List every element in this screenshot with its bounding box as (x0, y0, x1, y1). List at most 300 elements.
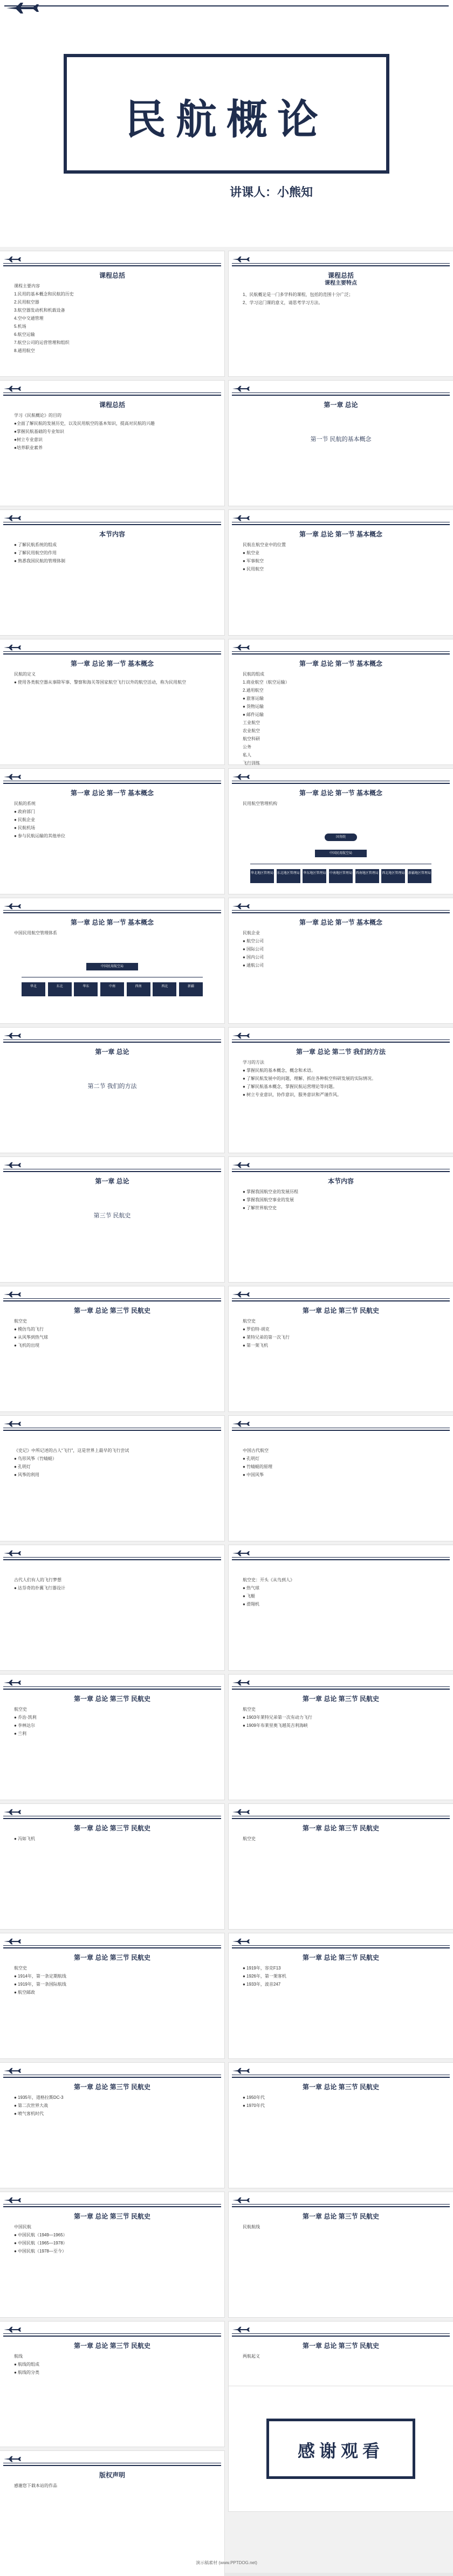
body-line: 学习的方法 (243, 1060, 264, 1065)
airplane-icon (232, 2326, 250, 2333)
thanks-slide (229, 2386, 453, 2511)
header-rule (3, 1557, 221, 1558)
slide-header: 第一章 总论 第三节 民航史 (73, 1307, 150, 1314)
body-line: ● 民用航空 (243, 567, 264, 571)
body-line: ● 滑翔机 (243, 1602, 260, 1607)
cover-lecturer: 讲课人：小熊知 (229, 186, 313, 199)
slide-header: 第一章 总论 第三节 民航史 (302, 1954, 379, 1961)
slide-body (243, 541, 442, 574)
org-leaf: 东北地区管理局 (277, 869, 300, 883)
slide-6 (229, 510, 453, 635)
header-rule (232, 910, 450, 911)
slide-header: 第一章 总论 第三节 民航史 (302, 1824, 379, 1832)
header-rule (232, 2333, 450, 2334)
body-line: ● 模仿鸟的飞行 (14, 1327, 44, 1332)
header-rule-thick (3, 2077, 221, 2078)
airplane-icon (3, 2196, 22, 2204)
body-line: ● 热气球 (243, 1586, 260, 1590)
slide-body (14, 412, 214, 452)
header-rule (232, 1298, 450, 1299)
header-rule-thick (3, 912, 221, 913)
airplane-icon (3, 1679, 22, 1686)
body-line: ● 达芬奇的扑翼飞行器设计 (14, 1586, 66, 1590)
header-rule-thick (3, 2206, 221, 2207)
body-line: ● 航线的组成 (14, 2362, 40, 2367)
slide-header: 第一章 总论 第三节 民航史 (73, 1954, 150, 1961)
header-rule (3, 263, 221, 264)
header-rule (232, 392, 450, 393)
header-rule-thick (3, 1689, 221, 1690)
body-line: ● 罗伯特·胡克 (243, 1327, 270, 1332)
body-line: 中国古代航空 (243, 1448, 269, 1453)
slide-header: 第一章 总论 第一节 基本概念 (70, 919, 154, 926)
slide-header: 第一章 总论 第三节 民航史 (302, 1307, 379, 1314)
slide-body (14, 1706, 214, 1738)
airplane-icon (232, 1291, 250, 1298)
slide-header: 第一章 总论 (95, 1177, 129, 1185)
airplane-icon (3, 2455, 22, 2463)
slide-10 (229, 769, 453, 894)
slide-5 (0, 510, 224, 635)
body-line: 航空史 (14, 1319, 27, 1324)
slide-body (243, 1965, 442, 1989)
org-leaf: 新疆地区管理局 (408, 869, 431, 883)
body-line: 6.航空运输 (14, 332, 35, 337)
slide-26 (229, 1804, 453, 1929)
body-line: 5.机场 (14, 324, 26, 329)
slide-22 (229, 1545, 453, 1670)
header-rule (232, 1039, 450, 1040)
slide-header: 第一章 总论 (324, 401, 358, 409)
slide-7 (0, 639, 224, 764)
body-line: ● 冯如飞机 (14, 1836, 36, 1841)
header-rule-thick (3, 1818, 221, 1819)
airplane-icon (232, 903, 250, 910)
body-line: ● 货物运输 (243, 704, 264, 709)
body-line: ● 熟悉我国民航的管理体制 (14, 559, 66, 563)
body-line: ● 民航企业 (14, 817, 36, 822)
org-leaf: 东北 (48, 982, 72, 996)
body-line: ● 1919年，容克F13 (243, 1966, 281, 1971)
slide-header: 第一章 总论 第一节 基本概念 (299, 531, 382, 538)
slide-29 (0, 2063, 224, 2188)
slide-body (14, 800, 214, 841)
body-line: 民航在航空业中的位置 (243, 542, 286, 547)
slide-21 (0, 1545, 224, 1670)
body-line: 2.通用航空 (243, 688, 264, 693)
body-line: ● 航空业 (243, 550, 260, 555)
header-rule-thick (232, 265, 450, 266)
slide-body (243, 929, 442, 970)
airplane-icon (3, 773, 22, 781)
body-line: 3.航空器发动机和机载设备 (14, 308, 65, 313)
header-rule-thick (3, 1042, 221, 1043)
body-line: ● 孔明灯 (14, 1464, 31, 1469)
body-line: 中国民用航空管理体系 (14, 931, 57, 935)
slide-body (14, 2482, 214, 2490)
slide-header: 第一章 总论 第一节 基本概念 (299, 660, 382, 667)
body-line: ● 1914年，第一条定期航线 (14, 1974, 66, 1979)
slide-header: 第一章 总论 第三节 民航史 (73, 2083, 150, 2091)
body-line: 两航起义 (243, 2354, 260, 2359)
slide-header: 第一章 总论 第三节 民航史 (302, 2342, 379, 2350)
airplane-icon (232, 385, 250, 392)
slide-header: 第一章 总论 第三节 民航史 (73, 1695, 150, 1703)
header-rule-thick (232, 524, 450, 525)
slide-8 (229, 639, 453, 764)
body-line: ● 飞艇 (243, 1594, 256, 1599)
body-line: ● 政府部门 (14, 809, 36, 814)
body-line: ● 航空公司 (243, 939, 264, 943)
body-line: ● 参与民航运输的其他单位 (14, 834, 66, 838)
body-line: 飞行训练 (243, 761, 260, 766)
slide-header: 第一章 总论 第三节 民航史 (302, 2083, 379, 2091)
body-line: ● 飞机的出现 (14, 1343, 40, 1348)
body-line: ● 国内公司 (243, 955, 264, 960)
slide-19 (0, 1416, 224, 1541)
header-rule (3, 2204, 221, 2205)
header-rule-thick (3, 524, 221, 525)
airplane-icon (3, 2326, 22, 2333)
slide-1 (0, 251, 224, 376)
body-line: ● 树立专业意识，协作意识，服务意识和严谨作风。 (243, 1092, 342, 1097)
header-rule-thick (3, 1559, 221, 1560)
slide-body (243, 2353, 442, 2361)
airplane-icon (232, 1032, 250, 1039)
slide-body (14, 671, 214, 687)
slide-body (243, 1576, 442, 1609)
org-leaf: 中南地区管理局 (329, 869, 353, 883)
body-line: 1.商业航空（航空运输） (243, 680, 290, 685)
body-line: 《史记》中所记述的古人“飞行”，这是世界上最早的飞行尝试 (14, 1448, 129, 1453)
header-rule-thick (3, 2336, 221, 2337)
cover-banner-line (4, 5, 449, 13)
slide-header: 第一章 总论 第一节 基本概念 (70, 660, 154, 667)
org-leaf: 华北 (22, 982, 45, 996)
slide-body (243, 2223, 442, 2231)
airplane-icon (3, 1032, 22, 1039)
body-line: 7.航空公司的运营管理和组织 (14, 340, 70, 345)
body-line: 航空史 (243, 1707, 256, 1712)
body-line: 古代人们有人的飞行梦想 (14, 1578, 61, 1582)
org-leaf: 华东 (74, 982, 98, 996)
body-line: 民航企业 (243, 931, 260, 935)
slide-body (14, 1835, 214, 1843)
slide-35 (0, 2451, 224, 2576)
header-rule-thick (232, 1430, 450, 1431)
body-line: ● 1933年，波音247 (243, 1982, 281, 1987)
header-rule-thick (232, 1818, 450, 1819)
header-rule (3, 651, 221, 652)
slide-body (243, 291, 442, 307)
header-rule-thick (232, 1559, 450, 1560)
body-line: ● 1950年代 (243, 2095, 265, 2100)
airplane-icon (3, 1291, 22, 1298)
slide-body (243, 1706, 442, 1730)
body-line: 1、民航概论是一门多学科的课程，包括的范围十分广泛； (243, 292, 353, 297)
header-rule-thick (232, 1042, 450, 1043)
org-leaf: 西北地区管理局 (381, 869, 405, 883)
cover-title: 民航概论 (125, 95, 328, 143)
airplane-icon (232, 1161, 250, 1169)
body-line: 2、学习这门课的意义，请思考学习方法。 (243, 300, 323, 305)
body-line: ●培养职业素养 (14, 445, 43, 450)
slide-body (14, 2223, 214, 2256)
section-title: 第三节 民航史 (93, 1213, 131, 1219)
body-line: ● 鸟形风筝（竹蜻蜓） (14, 1456, 57, 1461)
airplane-icon (3, 1161, 22, 1169)
header-rule (232, 2204, 450, 2205)
org-leaf: 西南 (127, 982, 150, 996)
header-rule-thick (232, 783, 450, 784)
slide-header: 第一章 总论 第三节 民航史 (73, 1824, 150, 1832)
header-rule-thick (3, 1171, 221, 1172)
slide-17 (0, 1286, 224, 1411)
slide-header: 版权声明 (99, 2471, 125, 2479)
body-line: ● 了解民航基本概念，掌握民航运营理论等问题。 (243, 1084, 338, 1089)
airplane-icon (232, 1938, 250, 1945)
slide-header: 第一章 总论 第三节 民航史 (302, 1695, 379, 1703)
org-leaf: 新疆 (179, 982, 203, 996)
header-rule-thick (3, 1430, 221, 1431)
body-line: ● 邮件运输 (243, 712, 264, 717)
body-line: 2.民用航空器 (14, 300, 39, 305)
body-line: 航空史 (14, 1966, 27, 1971)
slide-9 (0, 769, 224, 894)
body-line: ● 航空邮政 (14, 1990, 36, 1995)
header-rule (3, 2333, 221, 2334)
slide-13 (0, 1028, 224, 1153)
body-line: ● 乔治·凯利 (14, 1715, 37, 1720)
header-rule (232, 263, 450, 264)
header-rule (232, 1557, 450, 1558)
slide-body (243, 1835, 442, 1843)
slide-body (243, 1059, 442, 1099)
slide-15 (0, 1157, 224, 1282)
org-root: 国务院 (325, 834, 357, 841)
airplane-icon (3, 514, 22, 522)
slide-2 (229, 251, 453, 376)
slide-body (14, 929, 214, 938)
header-rule-thick (232, 1171, 450, 1172)
airplane-icon (232, 1679, 250, 1686)
airplane-icon (232, 2067, 250, 2075)
airplane-icon (3, 2067, 22, 2075)
slide-body (14, 2094, 214, 2118)
body-line: ● 掌握我国航空事业的发展 (243, 1197, 294, 1202)
body-line: ●树立专业意识 (14, 437, 43, 442)
org-mid: 中国民用航空局 (315, 850, 367, 857)
slide-body (243, 671, 442, 776)
airplane-icon (3, 256, 22, 263)
section-title: 第二节 我们的方法 (87, 1083, 137, 1090)
body-line: ● 民航机场 (14, 825, 36, 830)
body-line: 学习《民航概论》的目的 (14, 413, 61, 418)
slide-16 (229, 1157, 453, 1282)
body-line: ● 孔明灯 (243, 1456, 260, 1461)
slide-header: 课程总括 (99, 401, 125, 409)
body-line: ● 竹蜻蜓的原理 (243, 1464, 273, 1469)
header-rule-thick (232, 395, 450, 396)
body-line: ● 1935年，道格拉斯DC-3 (14, 2095, 64, 2100)
body-line: ● 1970年代 (243, 2103, 265, 2108)
header-rule-thick (3, 2465, 221, 2466)
airplane-icon (3, 1420, 22, 1428)
slide-body (14, 2353, 214, 2377)
header-rule-thick (232, 1300, 450, 1301)
body-line: ● 1909年布莱里奥飞越英吉利海峡 (243, 1723, 308, 1728)
slide-32 (229, 2192, 453, 2317)
body-line: ● 通航公司 (243, 963, 264, 968)
header-rule-thick (3, 265, 221, 266)
slide-25 (0, 1804, 224, 1929)
slide-30 (229, 2063, 453, 2188)
body-line: ● 风筝的利用 (14, 1472, 40, 1477)
body-line: ● 航线的分类 (14, 2370, 40, 2375)
airplane-icon (5, 2, 40, 14)
cover-slide (0, 0, 453, 247)
header-rule-thick (3, 1947, 221, 1948)
airplane-icon (232, 514, 250, 522)
slide-24 (229, 1675, 453, 1800)
body-line: ● 旅客运输 (243, 696, 264, 701)
org-leaf: 西北 (153, 982, 176, 996)
body-line: ● 从风筝到热气球 (14, 1335, 49, 1340)
body-line: ● 掌握民航的基本概念，概念和术语。 (243, 1068, 316, 1073)
airplane-icon (232, 773, 250, 781)
body-line: ● 军事航空 (243, 559, 264, 563)
body-line: 公务 (243, 745, 251, 749)
header-rule-thick (232, 2206, 450, 2207)
slide-header: 第一章 总论 第一节 基本概念 (299, 789, 382, 797)
body-line: ● 中国民航（1965—1978） (14, 2241, 67, 2246)
slide-body (14, 1318, 214, 1350)
slide-27 (0, 1933, 224, 2058)
body-line: 民用航空管理机构 (243, 801, 277, 806)
slide-12 (229, 898, 453, 1023)
slide-body (14, 1447, 214, 1479)
slide-body (14, 541, 214, 566)
slide-header: 课程总括 (99, 272, 125, 279)
slide-28 (229, 1933, 453, 2058)
body-line: 中国民航 (14, 2224, 31, 2229)
header-rule-thick (3, 395, 221, 396)
slide-header: 第一章 总论 第一节 基本概念 (299, 919, 382, 926)
header-rule (232, 1945, 450, 1946)
airplane-icon (232, 1808, 250, 1816)
body-line: 1.民用的基本概念和民航的历史 (14, 292, 74, 297)
header-rule-thick (232, 912, 450, 913)
footer-credit: 演示稿素材 (www.PPTDOG.net) (196, 2560, 257, 2565)
slide-14 (229, 1028, 453, 1153)
section-title: 第一节 民航的基本概念 (310, 436, 372, 443)
slide-33 (0, 2322, 224, 2447)
header-rule-thick (232, 653, 450, 655)
body-line: ● 了解世界航空史 (243, 1206, 277, 1210)
body-line: 民航的定义 (14, 672, 36, 677)
body-line: ● 第一架飞机 (243, 1343, 269, 1348)
body-line: ●全面了解民航的发展历史，以及民用航空的基本知识，提高对民航的兴趣 (14, 421, 155, 426)
body-line: ● 李林达尔 (14, 1723, 36, 1728)
airplane-icon (232, 256, 250, 263)
body-line: 民航的系统 (14, 801, 36, 806)
slide-header: 第一章 总论 第三节 民航史 (73, 2342, 150, 2350)
slide-body (243, 1188, 442, 1213)
body-line: ● 国际公司 (243, 947, 264, 952)
header-rule (3, 1686, 221, 1687)
cover-title-frame (64, 54, 389, 174)
org-mid: 中国民用航空局 (86, 963, 138, 970)
body-line: 工业航空 (243, 720, 260, 725)
slide-header: 第一章 总论 第一节 基本概念 (70, 789, 154, 797)
body-line: ● 兰利 (14, 1731, 27, 1736)
slide-body (243, 2094, 442, 2110)
body-line: 8.通用航空 (14, 348, 35, 353)
body-line: ● 中国民航（1978—至今） (14, 2249, 66, 2254)
slide-23 (0, 1675, 224, 1800)
body-line: 4.空中交通管理 (14, 316, 44, 321)
body-line: 航空史：开头《从鸟到人》 (243, 1578, 294, 1582)
slide-header: 本节内容 (327, 1177, 354, 1185)
airplane-icon (3, 1808, 22, 1816)
airplane-icon (232, 1420, 250, 1428)
header-rule-thick (232, 1689, 450, 1690)
slide-header: 第一章 总论 第三节 民航史 (302, 2213, 379, 2220)
body-line: 民航航线 (243, 2224, 260, 2229)
body-line: 航空史 (14, 1707, 27, 1712)
airplane-icon (3, 903, 22, 910)
slide-3 (0, 381, 224, 506)
slide-18 (229, 1286, 453, 1411)
body-line: ●掌握民航基础的专业知识 (14, 429, 64, 434)
body-line: 航空史 (243, 1319, 256, 1324)
slide-body (243, 1447, 442, 1479)
slide-body (14, 1576, 214, 1593)
header-rule (232, 651, 450, 652)
slide-20 (229, 1416, 453, 1541)
airplane-icon (232, 1549, 250, 1557)
body-line: 感谢您下载本站的作品 (14, 2483, 57, 2488)
slide-body (243, 1318, 442, 1350)
header-rule (3, 1039, 221, 1040)
body-line: ● 1903年莱特兄弟第一次有动力飞行 (243, 1715, 312, 1720)
body-line: ● 第二次世界大战 (14, 2103, 49, 2108)
org-leaf: 华北地区管理局 (250, 869, 274, 883)
body-line: 课程主要内容 (14, 284, 40, 288)
body-line: ● 掌握我国航空业的发展历程 (243, 1189, 299, 1194)
airplane-icon (232, 644, 250, 651)
body-line: ● 莱特兄弟的第一次飞行 (243, 1335, 290, 1340)
header-rule-thick (3, 1300, 221, 1301)
header-rule-thick (232, 1947, 450, 1948)
slide-body (14, 1965, 214, 1997)
slide-body (14, 283, 214, 355)
header-rule-thick (232, 2336, 450, 2337)
body-line: 航空史 (243, 1836, 256, 1841)
header-rule-thick (232, 2077, 450, 2078)
org-leaf: 中南 (100, 982, 124, 996)
body-line: ● 中国风筝 (243, 1472, 264, 1477)
airplane-icon (3, 1938, 22, 1945)
org-leaf: 西南地区管理局 (355, 869, 379, 883)
body-line: ● 了解民用航空的作用 (14, 550, 57, 555)
header-rule (3, 392, 221, 393)
airplane-icon (3, 385, 22, 392)
header-rule (232, 1686, 450, 1687)
org-leaf: 华东地区管理局 (303, 869, 326, 883)
thanks-text: 感谢观看 (297, 2441, 384, 2461)
airplane-icon (3, 1549, 22, 1557)
